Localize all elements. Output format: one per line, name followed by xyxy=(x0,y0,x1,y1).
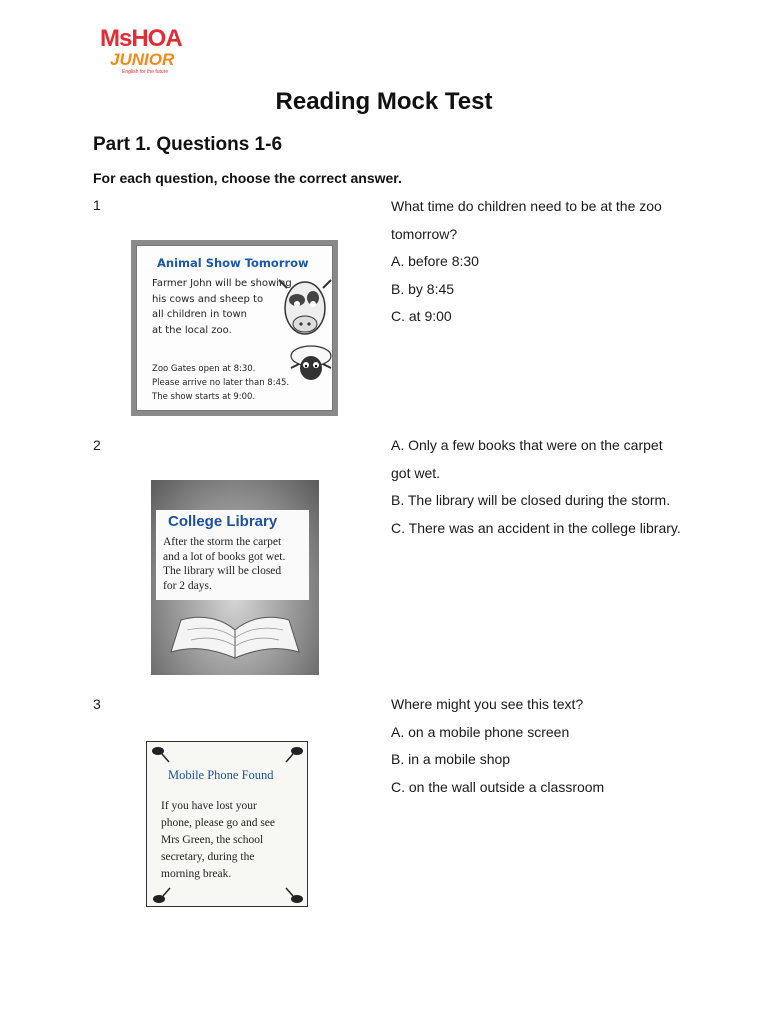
notice-footer-line: Zoo Gates open at 8:30. xyxy=(152,364,256,374)
notice-body xyxy=(152,276,292,338)
notice-line: secretary, during the xyxy=(161,851,255,863)
question-3-image xyxy=(146,741,308,907)
notice-title: College Library xyxy=(168,513,278,530)
part-heading: Part 1. Questions 1-6 xyxy=(93,134,283,155)
question-number-1: 1 xyxy=(93,197,101,213)
question-3-prompt: Where might you see this text? xyxy=(391,696,584,712)
question-2-option-b: B. The library will be closed during the storm. xyxy=(391,492,671,508)
notice-line: The library will be closed xyxy=(163,565,282,577)
notice-footer-line: The show starts at 9:00. xyxy=(152,392,256,402)
sheep-icon xyxy=(287,344,335,384)
question-number-3: 3 xyxy=(93,696,101,712)
notice-body xyxy=(161,798,275,883)
notice-line: his cows and sheep to xyxy=(152,293,264,305)
page-title: Reading Mock Test xyxy=(275,88,493,115)
notice-line: phone, please go and see xyxy=(161,817,276,829)
question-3-option-a: A. on a mobile phone screen xyxy=(391,723,570,740)
logo-line2: JUNIOR xyxy=(110,50,175,69)
logo-line1: MsHOA xyxy=(100,25,182,52)
notice-line: Farmer John will be showing xyxy=(152,278,292,289)
notice-line: After the storm the carpet xyxy=(163,536,282,548)
notice-line: and a lot of books got wet. xyxy=(163,550,286,563)
question-1-text xyxy=(391,193,681,331)
question-3-option-c: C. on the wall outside a classroom xyxy=(391,778,605,795)
question-1-option-a: A. before 8:30 xyxy=(391,253,479,269)
notice-footer-line: Please arrive no later than 8:45. xyxy=(152,378,290,388)
notice-line: morning break. xyxy=(161,868,232,880)
brand-logo xyxy=(100,26,210,78)
question-1-image xyxy=(131,240,338,416)
question-3-text xyxy=(391,691,681,801)
notice-title: Mobile Phone Found xyxy=(168,768,274,782)
question-2-option-c: C. There was an accident in the college library. xyxy=(391,519,681,536)
notice-footer xyxy=(152,362,289,404)
notice-line: Mrs Green, the school xyxy=(161,834,264,846)
question-2-option-a: A. Only a few books that were on the carpet got wet. xyxy=(391,437,663,481)
question-1-option-b: B. by 8:45 xyxy=(391,280,455,297)
question-number-2: 2 xyxy=(93,437,101,453)
open-book-icon xyxy=(151,480,319,675)
logo-tagline: English for the future xyxy=(122,69,169,75)
question-2-text xyxy=(391,432,681,542)
question-1-option-c: C. at 9:00 xyxy=(391,308,452,324)
question-1-prompt: What time do children need to be at the zoo tomorrow? xyxy=(391,198,662,242)
question-2-image xyxy=(151,480,319,675)
notice-line: for 2 days. xyxy=(163,579,212,592)
notice-title: Animal Show Tomorrow xyxy=(157,256,309,270)
cow-icon xyxy=(277,274,333,340)
instruction: For each question, choose the correct answer. xyxy=(93,170,402,186)
question-3-option-b: B. in a mobile shop xyxy=(391,751,511,767)
notice-line: If you have lost your xyxy=(161,800,257,812)
notice-line: at the local zoo. xyxy=(152,324,232,336)
notice-line: all children in town xyxy=(152,309,248,320)
